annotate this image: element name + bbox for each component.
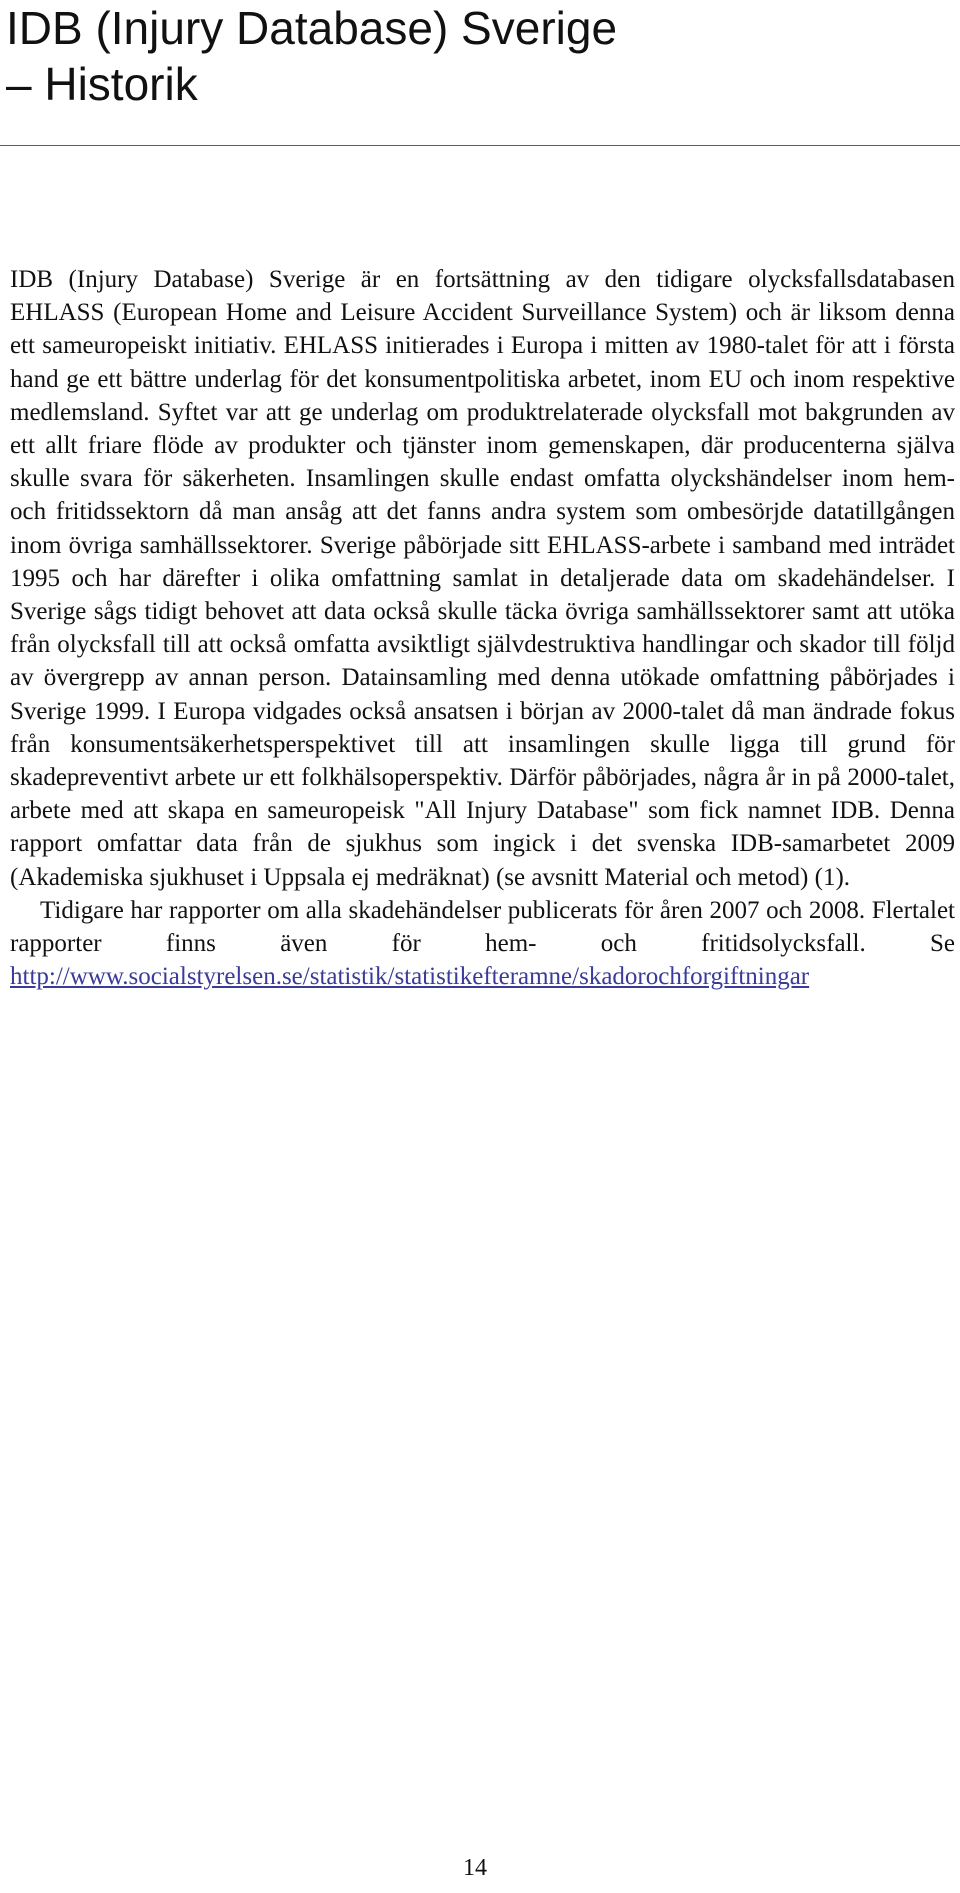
paragraph-reports-text: Tidigare har rapporter om alla skadehändelser publicerats för åren 2007 och 2008. Flertalet rapporter finns även för hem- och fritidsolycksfall. Se <box>10 896 955 958</box>
page-heading <box>6 0 946 112</box>
socialstyrelsen-link[interactable]: http://www.socialstyrelsen.se/statistik/statistikefteramne/skadorochforgiftningar <box>10 963 810 991</box>
heading-line-1: IDB (Injury Database) Sverige <box>6 2 618 54</box>
heading-line-2: – Historik <box>6 58 198 110</box>
body-text <box>10 263 955 993</box>
heading-divider <box>0 145 960 146</box>
page-number: 14 <box>463 1855 487 1881</box>
paragraph-reports <box>10 894 955 994</box>
paragraph-history: IDB (Injury Database) Sverige är en fortsättning av den tidigare olycksfallsdatabasen EHLASS (European Home and Leisure Accident Surveillance System) och är liksom denna ett sameuropeiskt initiativ. EHLASS initierades i Europa i mitten av 1980-talet för att i första hand ge ett bättre underlag för det konsumentpolitiska arbetet, inom EU och inom respektive medlemsland. Syftet var att ge underlag om produktrelaterade olycksfall mot bakgrunden av ett allt friare flöde av produkter och tjänster inom gemenskapen, där producenterna själva skulle svara för säkerheten. Insamlingen skulle endast omfatta olyckshändelser inom hem- och fritidssektorn då man ansåg att det fanns andra system som ombesörjde datatillgången inom övriga samhällssektorer. Sverige påbörjade sitt EHLASS-arbete i samband med inträdet 1995 och har därefter i olika omfattning samlat in detaljerade data om skadehändelser. I Sverige sågs tidigt behovet att data också skulle täcka övriga samhällssektorer samt att utöka från olycksfall till att också omfatta avsiktligt självdestruktiva handlingar och skador till följd av övergrepp av annan person. Datainsamling med denna utökade omfattning påbörjades i Sverige 1999. I Europa vidgades också ansatsen i början av 2000-talet då man ändrade fokus från konsumentsäkerhetsperspektivet till att insamlingen skulle ligga till grund för skadepreventivt arbete ur ett folkhälsoperspektiv. Därför påbörjades, några år in på 2000-talet, arbete med att skapa en sameuropeisk "All Injury Database" som fick namnet IDB. Denna rapport omfattar data från de sjukhus som ingick i det svenska IDB-samarbetet 2009 (Akademiska sjukhuset i Uppsala ej medräknat) (se avsnitt Material och metod) (1). <box>10 266 955 891</box>
